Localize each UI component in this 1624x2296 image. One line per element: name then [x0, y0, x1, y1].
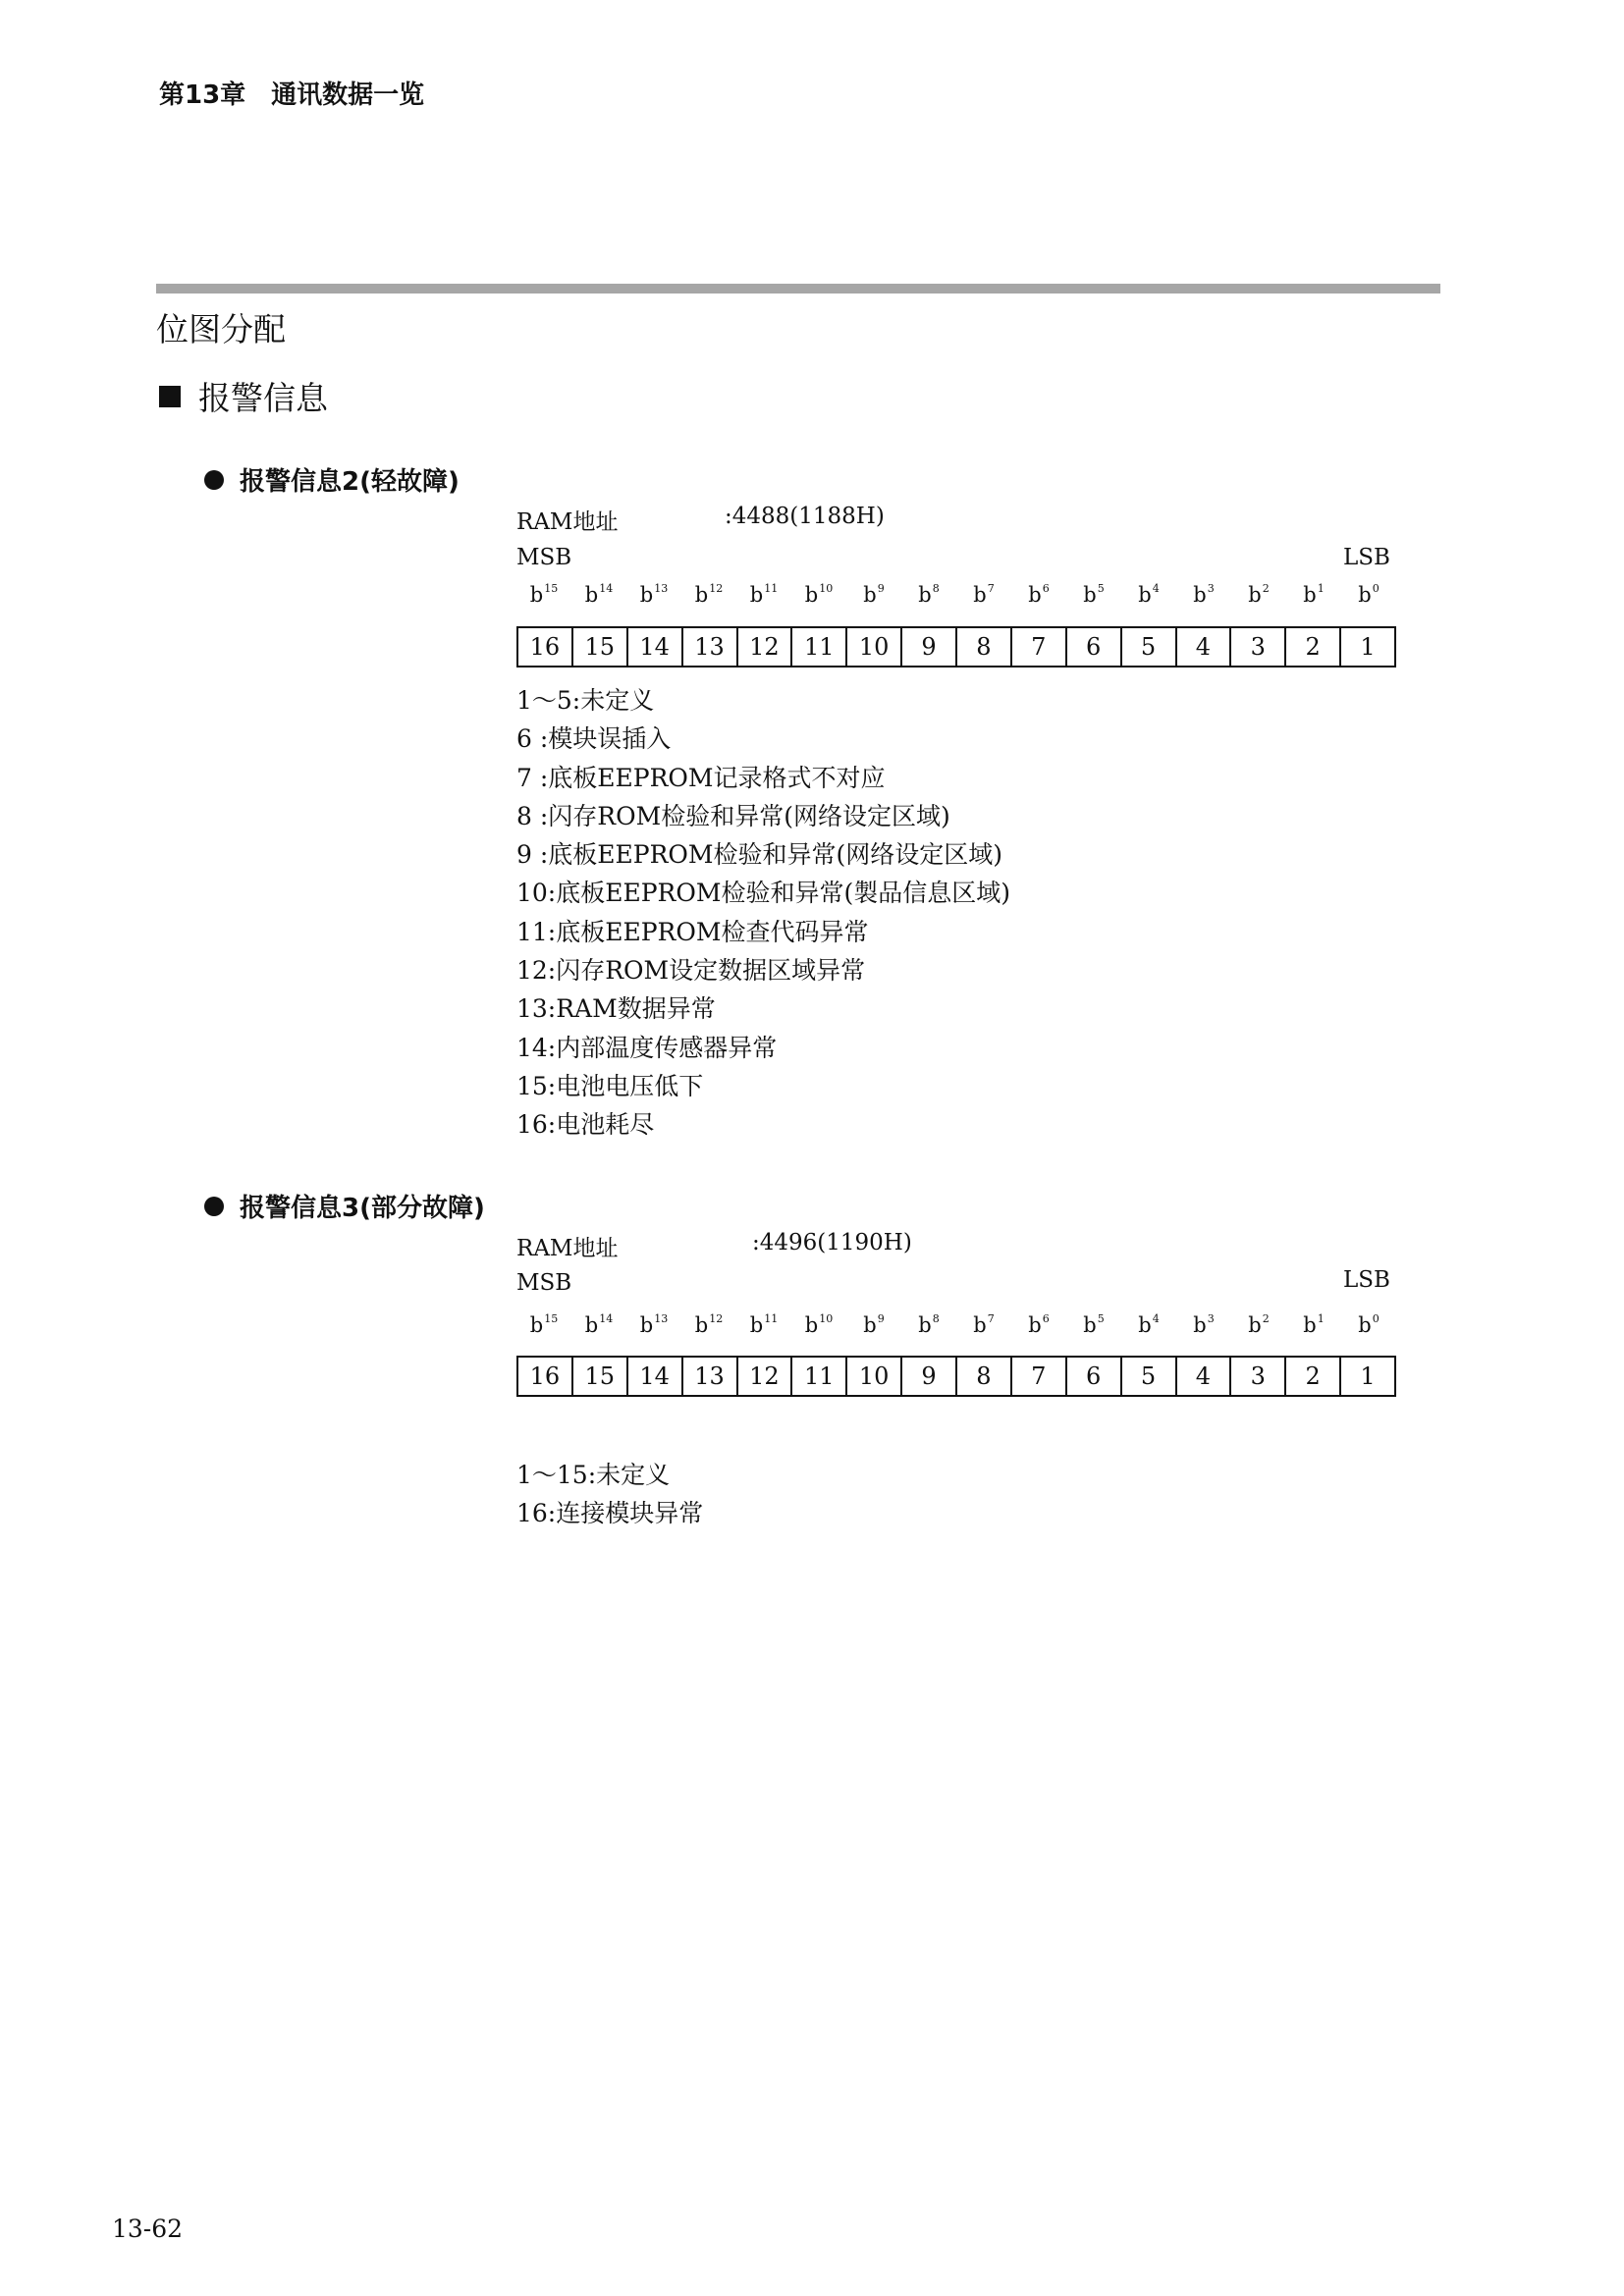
bit-cell: 10	[845, 1358, 900, 1395]
description-item: 14:内部温度传感器异常	[516, 1033, 778, 1062]
subsection-heading	[159, 373, 328, 419]
description-item: 6 :模块误插入	[516, 724, 672, 754]
bit-label: $b^8$	[918, 1312, 940, 1337]
alarm-info-3-bit-labels	[516, 1312, 1396, 1337]
bit-label: $b^4$	[1138, 1312, 1160, 1337]
bit-cell: 3	[1229, 628, 1284, 666]
bit-label: $b^{11}$	[749, 582, 779, 607]
bit-label: $b^{10}$	[804, 1312, 834, 1337]
bit-label: $b^{10}$	[804, 582, 834, 607]
bit-label: $b^1$	[1303, 1312, 1325, 1337]
bit-cell: 14	[626, 1358, 681, 1395]
bit-label: $b^8$	[918, 582, 940, 607]
circle-bullet-icon	[204, 470, 224, 490]
section-title: 位图分配	[156, 310, 286, 348]
bit-cell: 6	[1065, 628, 1120, 666]
bit-label: $b^{15}$	[529, 1312, 559, 1337]
bit-cell: 9	[900, 628, 955, 666]
bit-label: $b^{13}$	[639, 1312, 669, 1337]
bit-cell: 13	[681, 628, 736, 666]
alarm-info-3-heading	[204, 1188, 485, 1224]
bit-label: $b^9$	[863, 582, 885, 607]
bit-cell: 3	[1229, 1358, 1284, 1395]
alarm-info-3-msb: MSB	[516, 1270, 572, 1296]
alarm-info-3-descriptions	[516, 1456, 703, 1533]
bit-label: $b^2$	[1248, 582, 1270, 607]
description-item: 1～15:未定义	[516, 1461, 671, 1489]
bit-label: $b^1$	[1303, 582, 1325, 607]
bit-cell: 11	[790, 1358, 845, 1395]
alarm-info-2-title: 报警信息2(轻故障)	[240, 467, 460, 497]
alarm-info-3-ram-label: RAM地址	[516, 1236, 619, 1261]
alarm-info-2-msb: MSB	[516, 545, 572, 570]
bit-cell: 12	[736, 1358, 791, 1395]
bit-label: $b^{11}$	[749, 1312, 779, 1337]
bit-label: $b^7$	[973, 582, 995, 607]
subsection-title: 报警信息	[198, 379, 328, 417]
bit-label: $b^3$	[1193, 1312, 1215, 1337]
page-number: 13-62	[112, 2215, 184, 2243]
alarm-info-2-bit-labels	[516, 582, 1396, 607]
bit-label: $b^7$	[973, 1312, 995, 1337]
bit-label: $b^6$	[1028, 1312, 1050, 1337]
bit-cell: 6	[1065, 1358, 1120, 1395]
bit-cell: 16	[529, 1362, 561, 1390]
description-item: 7 :底板EEPROM记录格式不对应	[516, 763, 886, 792]
description-item: 1～5:未定义	[516, 686, 655, 715]
bit-cell: 1	[1339, 628, 1394, 666]
description-item: 10:底板EEPROM检验和异常(製品信息区域)	[516, 879, 1010, 908]
bit-cell: 7	[1010, 1358, 1065, 1395]
bit-cell: 8	[955, 1358, 1010, 1395]
bit-label: $b^3$	[1193, 582, 1215, 607]
bit-label: $b^5$	[1083, 1312, 1105, 1337]
description-item: 15:电池电压低下	[516, 1071, 704, 1100]
alarm-info-3-title: 报警信息3(部分故障)	[240, 1194, 485, 1223]
bit-label: $b^{13}$	[639, 582, 669, 607]
description-item: 16:电池耗尽	[516, 1110, 655, 1140]
bit-label: $b^{12}$	[694, 1312, 724, 1337]
description-item: 12:闪存ROM设定数据区域异常	[516, 956, 866, 986]
bit-cell: 2	[1284, 1358, 1339, 1395]
description-item: 11:底板EEPROM检查代码异常	[516, 917, 869, 946]
section-divider	[156, 284, 1440, 294]
bit-cell: 9	[900, 1358, 955, 1395]
bit-label: $b^6$	[1028, 582, 1050, 607]
chapter-header: 第13章 通讯数据一览	[159, 80, 425, 110]
description-item: 9 :底板EEPROM检验和异常(网络设定区域)	[516, 840, 1003, 870]
bit-label: $b^9$	[863, 1312, 885, 1337]
alarm-info-3-lsb: LSB	[1343, 1267, 1390, 1293]
alarm-info-2-ram-label: RAM地址	[516, 509, 619, 535]
bit-label: $b^{12}$	[694, 582, 724, 607]
circle-bullet-icon	[204, 1197, 224, 1216]
bit-label: $b^{15}$	[529, 582, 559, 607]
alarm-info-2-ram-address: :4488(1188H)	[725, 504, 885, 529]
bit-label: $b^0$	[1358, 582, 1380, 607]
alarm-info-2-descriptions	[516, 681, 1010, 1145]
bit-cell: 7	[1010, 628, 1065, 666]
bit-cell: 11	[790, 628, 845, 666]
bit-cell: 15	[571, 1358, 626, 1395]
bit-cell: 2	[1284, 628, 1339, 666]
bit-cell: 12	[736, 628, 791, 666]
bit-label: $b^0$	[1358, 1312, 1380, 1337]
alarm-info-3-bit-table	[516, 1356, 1396, 1397]
bit-cell: 4	[1175, 1358, 1230, 1395]
bit-cell: 14	[626, 628, 681, 666]
description-item: 16:连接模块异常	[516, 1499, 704, 1528]
bit-cell: 5	[1120, 628, 1175, 666]
bit-label: $b^5$	[1083, 582, 1105, 607]
description-item: 13:RAM数据异常	[516, 994, 716, 1024]
bit-label: $b^{14}$	[584, 1312, 614, 1337]
alarm-info-2-bit-table	[516, 626, 1396, 667]
alarm-info-3-ram-address: :4496(1190H)	[752, 1230, 912, 1255]
bit-cell: 1	[1339, 1358, 1394, 1395]
bit-label: $b^{14}$	[584, 582, 614, 607]
bit-cell: 4	[1175, 628, 1230, 666]
bit-cell: 15	[571, 628, 626, 666]
alarm-info-2-lsb: LSB	[1343, 545, 1390, 570]
bit-label: $b^2$	[1248, 1312, 1270, 1337]
bit-cell: 5	[1120, 1358, 1175, 1395]
bit-cell: 13	[681, 1358, 736, 1395]
bit-cell: 10	[845, 628, 900, 666]
bit-cell: 16	[529, 633, 561, 661]
square-bullet-icon	[159, 386, 181, 407]
alarm-info-2-heading	[204, 461, 460, 498]
description-item: 8 :闪存ROM检验和异常(网络设定区域)	[516, 801, 950, 830]
bit-cell: 8	[955, 628, 1010, 666]
bit-label: $b^4$	[1138, 582, 1160, 607]
